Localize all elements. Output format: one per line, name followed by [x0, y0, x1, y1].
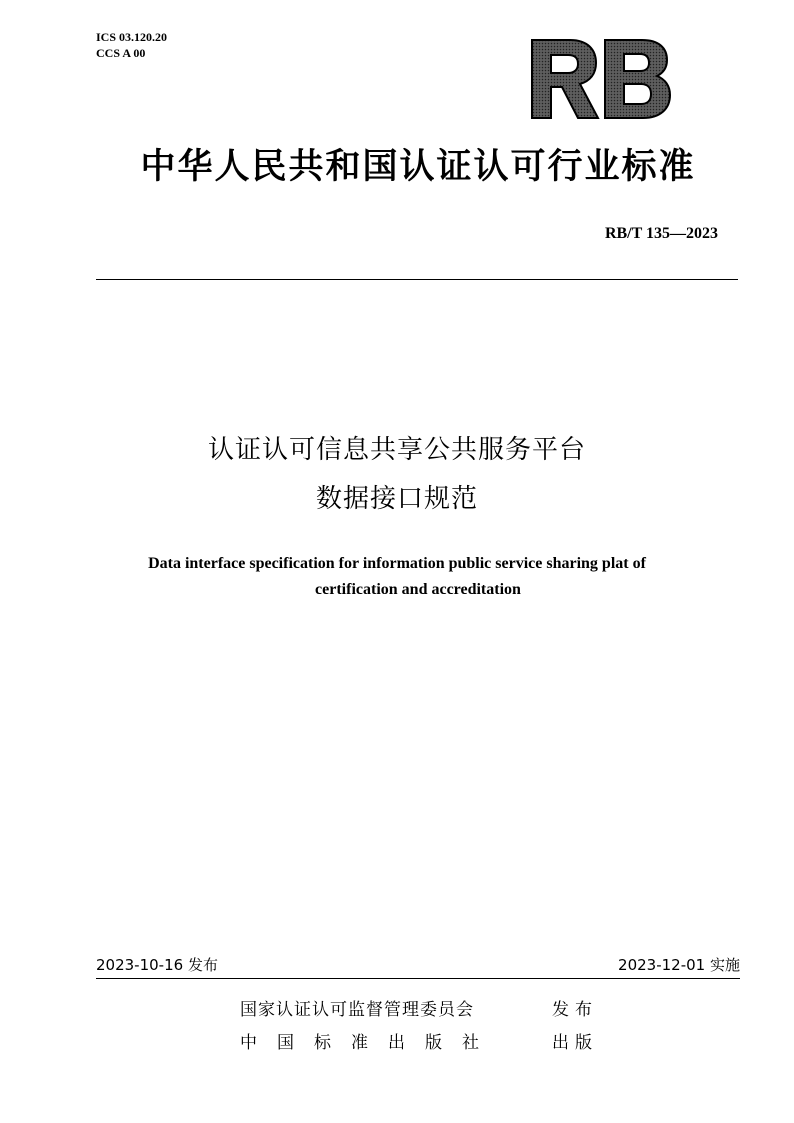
- issue-date: 2023-10-16 发布: [96, 956, 218, 974]
- ics-code: ICS 03.120.20: [96, 30, 168, 44]
- document-title-line2: 数据接口规范: [315, 484, 478, 514]
- bottom-divider: [96, 978, 740, 979]
- rb-logo: [526, 36, 674, 122]
- english-title-line1: Data interface specification for information public service sharing plat of: [148, 555, 646, 572]
- publisher-action: 发布: [552, 1000, 598, 1020]
- ccs-code: CCS A 00: [96, 46, 146, 60]
- document-title-line1: 认证认可信息共享公共服务平台: [207, 435, 586, 465]
- press-action: 出版: [552, 1033, 598, 1053]
- standard-number: RB/T 135—2023: [604, 225, 718, 242]
- standard-category-title: 中华人民共和国认证认可行业标准: [140, 147, 696, 187]
- english-title-line2: certification and accreditation: [315, 581, 521, 598]
- implementation-date: 2023-12-01 实施: [618, 956, 740, 974]
- top-divider: [96, 279, 738, 280]
- press-name: 中国标准出版社: [240, 1033, 499, 1053]
- publisher-name: 国家认证认可监督管理委员会: [240, 1000, 474, 1020]
